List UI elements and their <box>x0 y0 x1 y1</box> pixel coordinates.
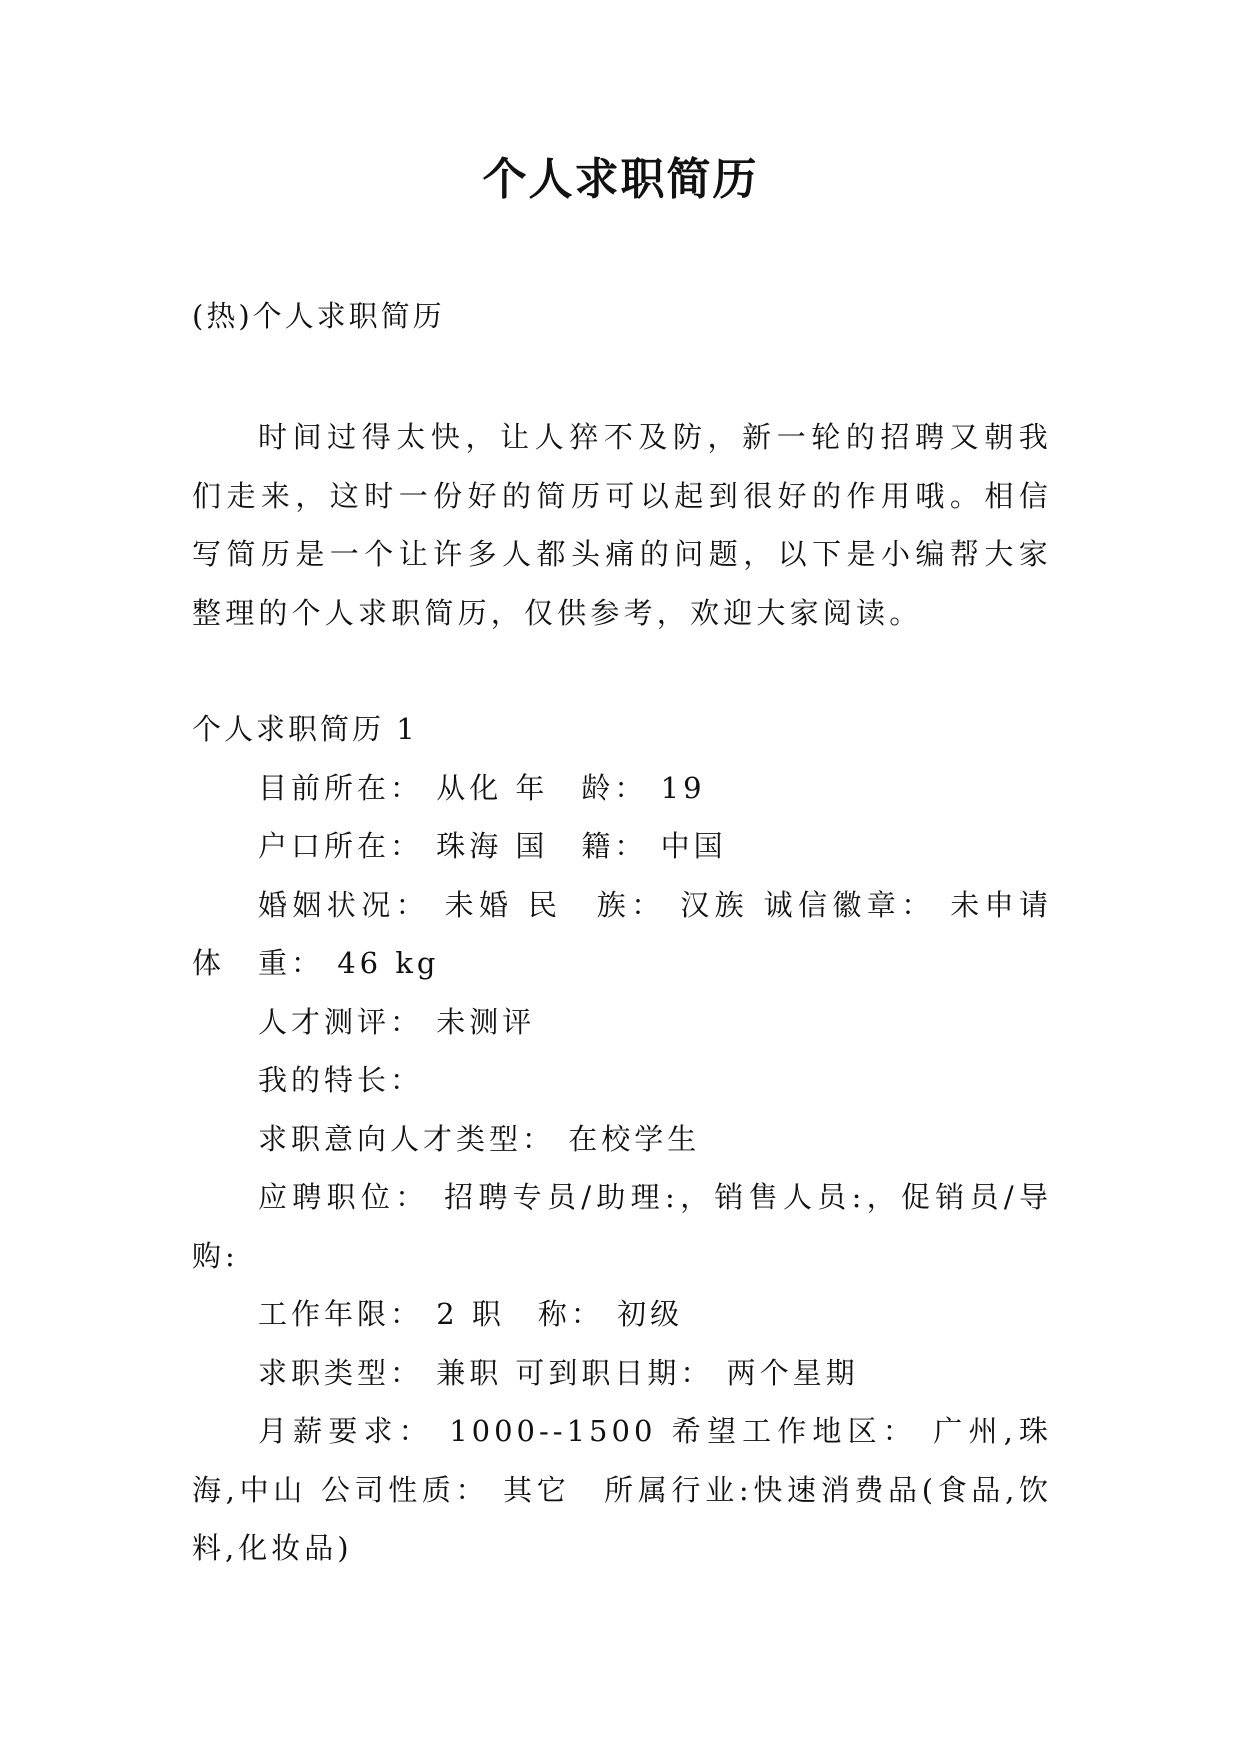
field-location-age: 目前所在： 从化 年 龄： 19 <box>258 770 706 805</box>
field-salary-region-industry: 月薪要求： 1000--1500 希望工作地区： 广州,珠海,中山 公司性质： 其它 所属行业:快速消费品(食品,饮料,化妆品) <box>192 1414 1052 1565</box>
field-talent-type: 求职意向人才类型： 在校学生 <box>258 1121 701 1156</box>
field-marital-ethnicity-weight: 婚姻状况： 未婚 民 族： 汉族 诚信徽章： 未申请 体 重： 46 kg <box>192 887 1052 980</box>
resume-section <box>192 700 1052 1578</box>
field-work-years-title: 工作年限： 2 职 称： 初级 <box>258 1297 684 1331</box>
field-job-type-start: 求职类型： 兼职 可到职日期： 两个星期 <box>258 1355 859 1390</box>
field-applied-position: 应聘职位： 招聘专员/助理:，销售人员:，促销员/导购: <box>192 1180 1052 1273</box>
intro-paragraph: 时间过得太快，让人猝不及防，新一轮的招聘又朝我们走来，这时一份好的简历可以起到很好的作用哦。相信写简历是一个让许多人都头痛的问题，以下是小编帮大家整理的个人求职简历，仅供参考，欢迎大家阅读。 <box>192 420 1052 630</box>
section-title: 个人求职简历 1 <box>192 712 418 746</box>
field-specialty: 我的特长： <box>258 1063 424 1097</box>
field-hukou-nationality: 户口所在： 珠海 国 籍： 中国 <box>258 829 727 863</box>
document-title: 个人求职简历 <box>482 154 759 205</box>
document-subtitle: (热)个人求职简历 <box>192 299 445 333</box>
field-talent-assessment: 人才测评： 未测评 <box>258 1004 536 1039</box>
